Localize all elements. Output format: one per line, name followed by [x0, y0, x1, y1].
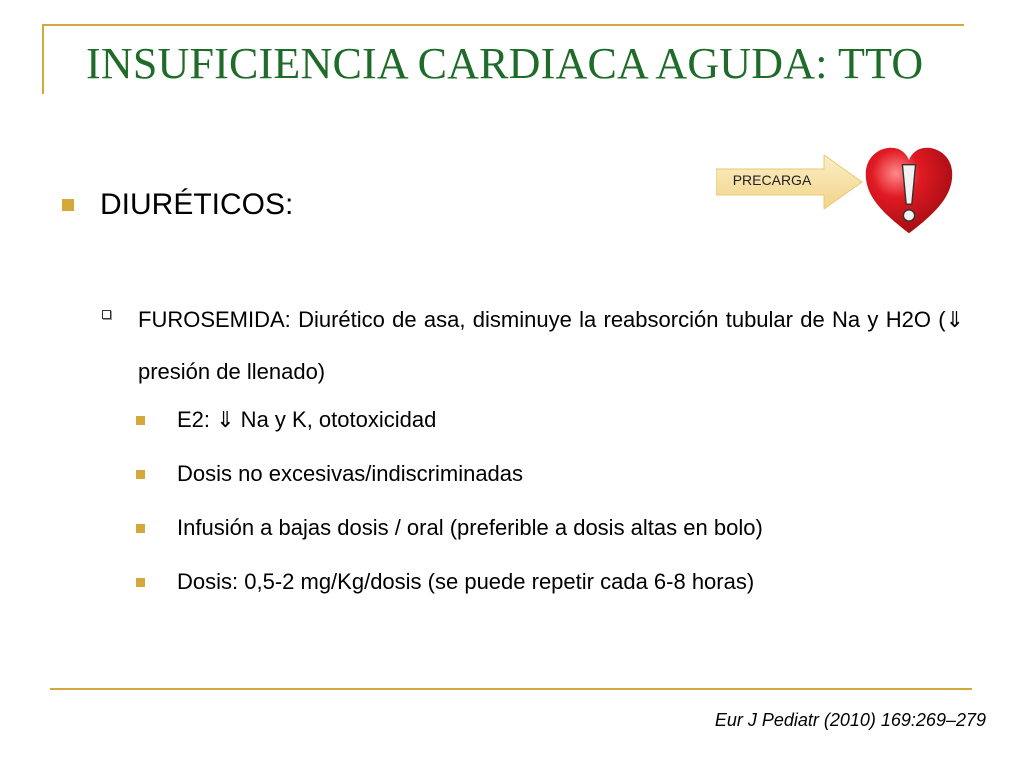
square-bullet-icon	[136, 416, 145, 425]
furosemida-text: FUROSEMIDA: Diurético de asa, disminuye la reabsorción tubular de Na y H2O (⇓ presión de llenado)	[138, 307, 964, 384]
title-frame-vertical	[42, 24, 44, 94]
citation: Eur J Pediatr (2010) 169:269–279	[714, 710, 986, 730]
list-item: Infusión a bajas dosis / oral (preferible a dosis altas en bolo)	[136, 515, 763, 541]
square-bullet-icon	[62, 199, 74, 211]
square-bullet-icon	[136, 470, 145, 479]
bullet-furosemida	[102, 294, 964, 398]
square-bullet-icon	[136, 524, 145, 533]
section-heading: DIURÉTICOS:	[100, 188, 294, 221]
bullet-diureticos	[62, 188, 293, 222]
square-bullet-icon	[136, 578, 145, 587]
list-item: Dosis no excesivas/indiscriminadas	[136, 461, 523, 487]
slide-title: INSUFICIENCIA CARDIACA AGUDA: TTO	[86, 39, 924, 88]
footer-divider	[50, 688, 972, 690]
hollow-square-bullet-icon	[102, 310, 111, 319]
list-item: Dosis: 0,5-2 mg/Kg/dosis (se puede repetir cada 6-8 horas)	[136, 569, 754, 595]
warning-heart-icon	[862, 144, 956, 238]
list-item: E2: ⇓ Na y K, ototoxicidad	[136, 407, 436, 433]
title-frame-horizontal	[42, 24, 964, 26]
arrow-label-text: PRECARGA	[732, 172, 812, 188]
